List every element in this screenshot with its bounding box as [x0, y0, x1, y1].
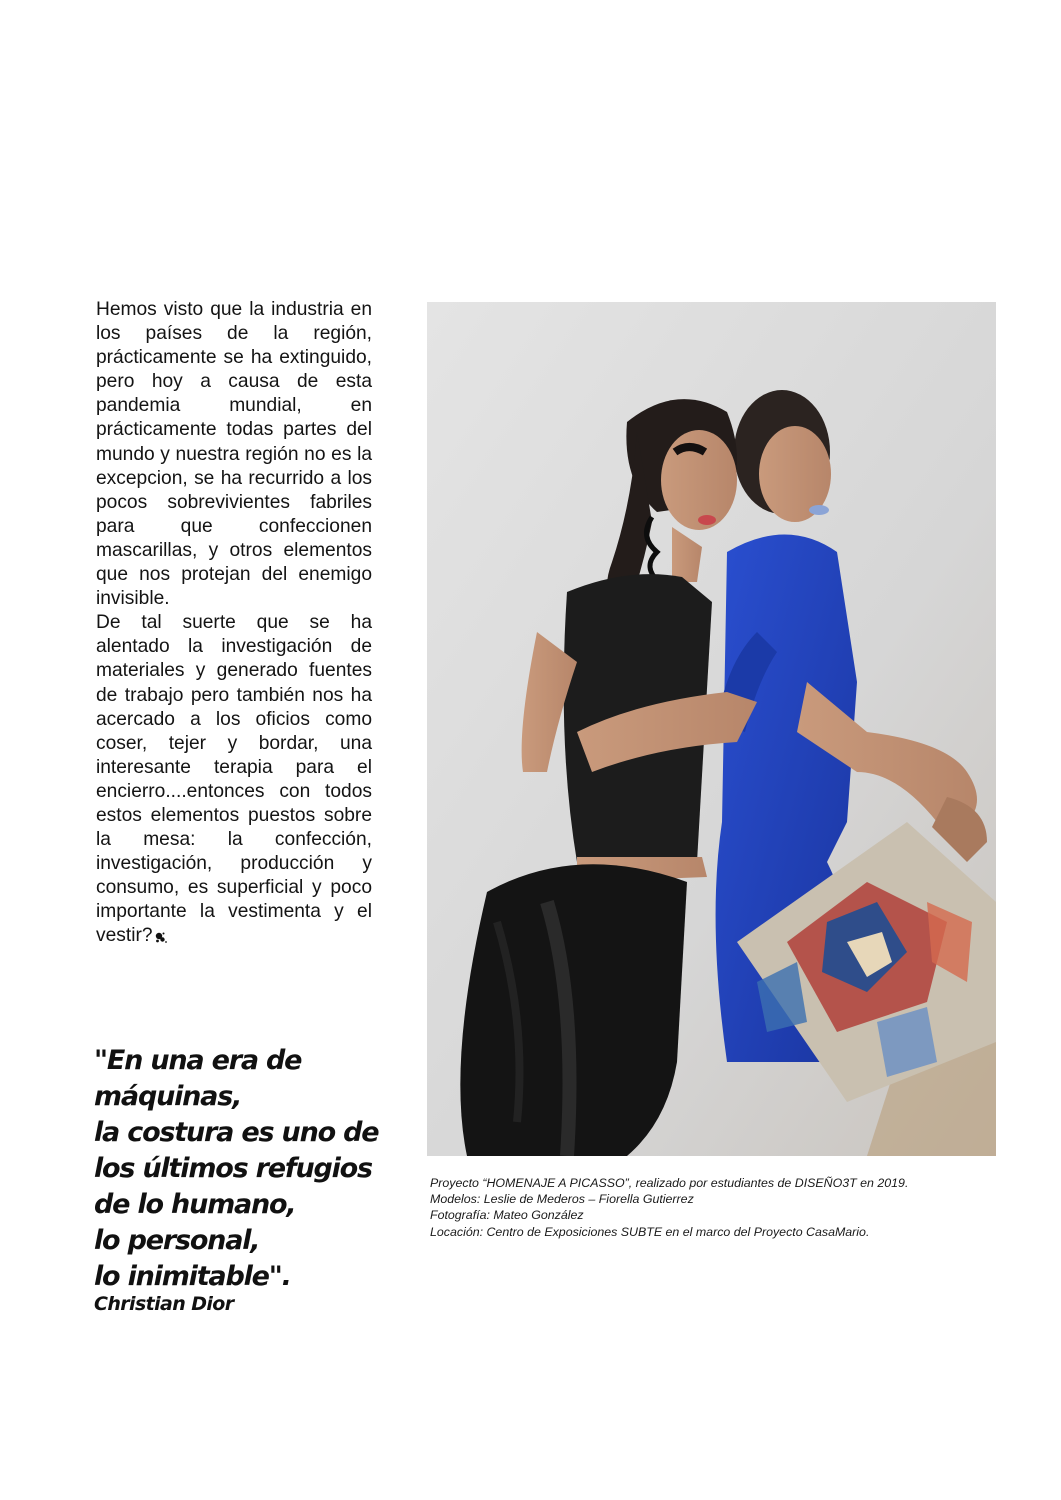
quote-line: "En una era de [94, 1045, 302, 1076]
quote-author: Christian Dior [94, 1293, 234, 1315]
quote-line: máquinas, [94, 1081, 242, 1112]
quote-line: lo personal, [94, 1225, 260, 1256]
caption-project: Proyecto “HOMENAJE A PICASSO”, realizado por estudiantes de DISEÑO3T en 2019. [430, 1176, 909, 1190]
quote-line: de lo humano, [94, 1189, 296, 1220]
caption-photography: Fotografía: Mateo González [430, 1208, 584, 1223]
quote-line: lo inimitable". [94, 1261, 291, 1292]
article-paragraph-1: Hemos visto que la industria en los países de la región, prácticamente se ha extinguido, pero hoy a causa de esta pandemia mundial, en prácticamente todas partes del mundo y nuestra región no es la excepcion, se ha recurrido a los pocos sobrevivientes fabriles para que confeccionen mascarillas, y otros elementos que nos protejan del enemigo invisible. [96, 299, 372, 610]
quote-line: los últimos refugios [94, 1153, 372, 1184]
quote-line: la costura es uno de [94, 1117, 379, 1148]
caption-location: Locación: Centro de Exposiciones SUBTE en el marco del Proyecto CasaMario. [430, 1224, 870, 1239]
article-body [96, 298, 372, 949]
fashion-photo [427, 302, 996, 1156]
pull-quote [94, 1043, 394, 1295]
fashion-photo-illustration [427, 302, 996, 1156]
photo-caption [430, 1175, 1030, 1240]
caption-models: Modelos: Leslie de Mederos – Fiorella Gutierrez [430, 1192, 694, 1207]
article-paragraph-2-text: De tal suerte que se ha alentado la investigación de materiales y generado fuentes de trabajo pero también nos ha acercado a los oficios como coser, tejer y bordar, una interesante terapia para el encierro....entonces con todos estos elementos puestos sobre la mesa: la confección, investigación, producción y consumo, es superficial y poco importante la vestimenta y el vestir? [96, 612, 372, 947]
article-paragraph-2 [96, 611, 372, 948]
ornament-icon [154, 930, 168, 944]
